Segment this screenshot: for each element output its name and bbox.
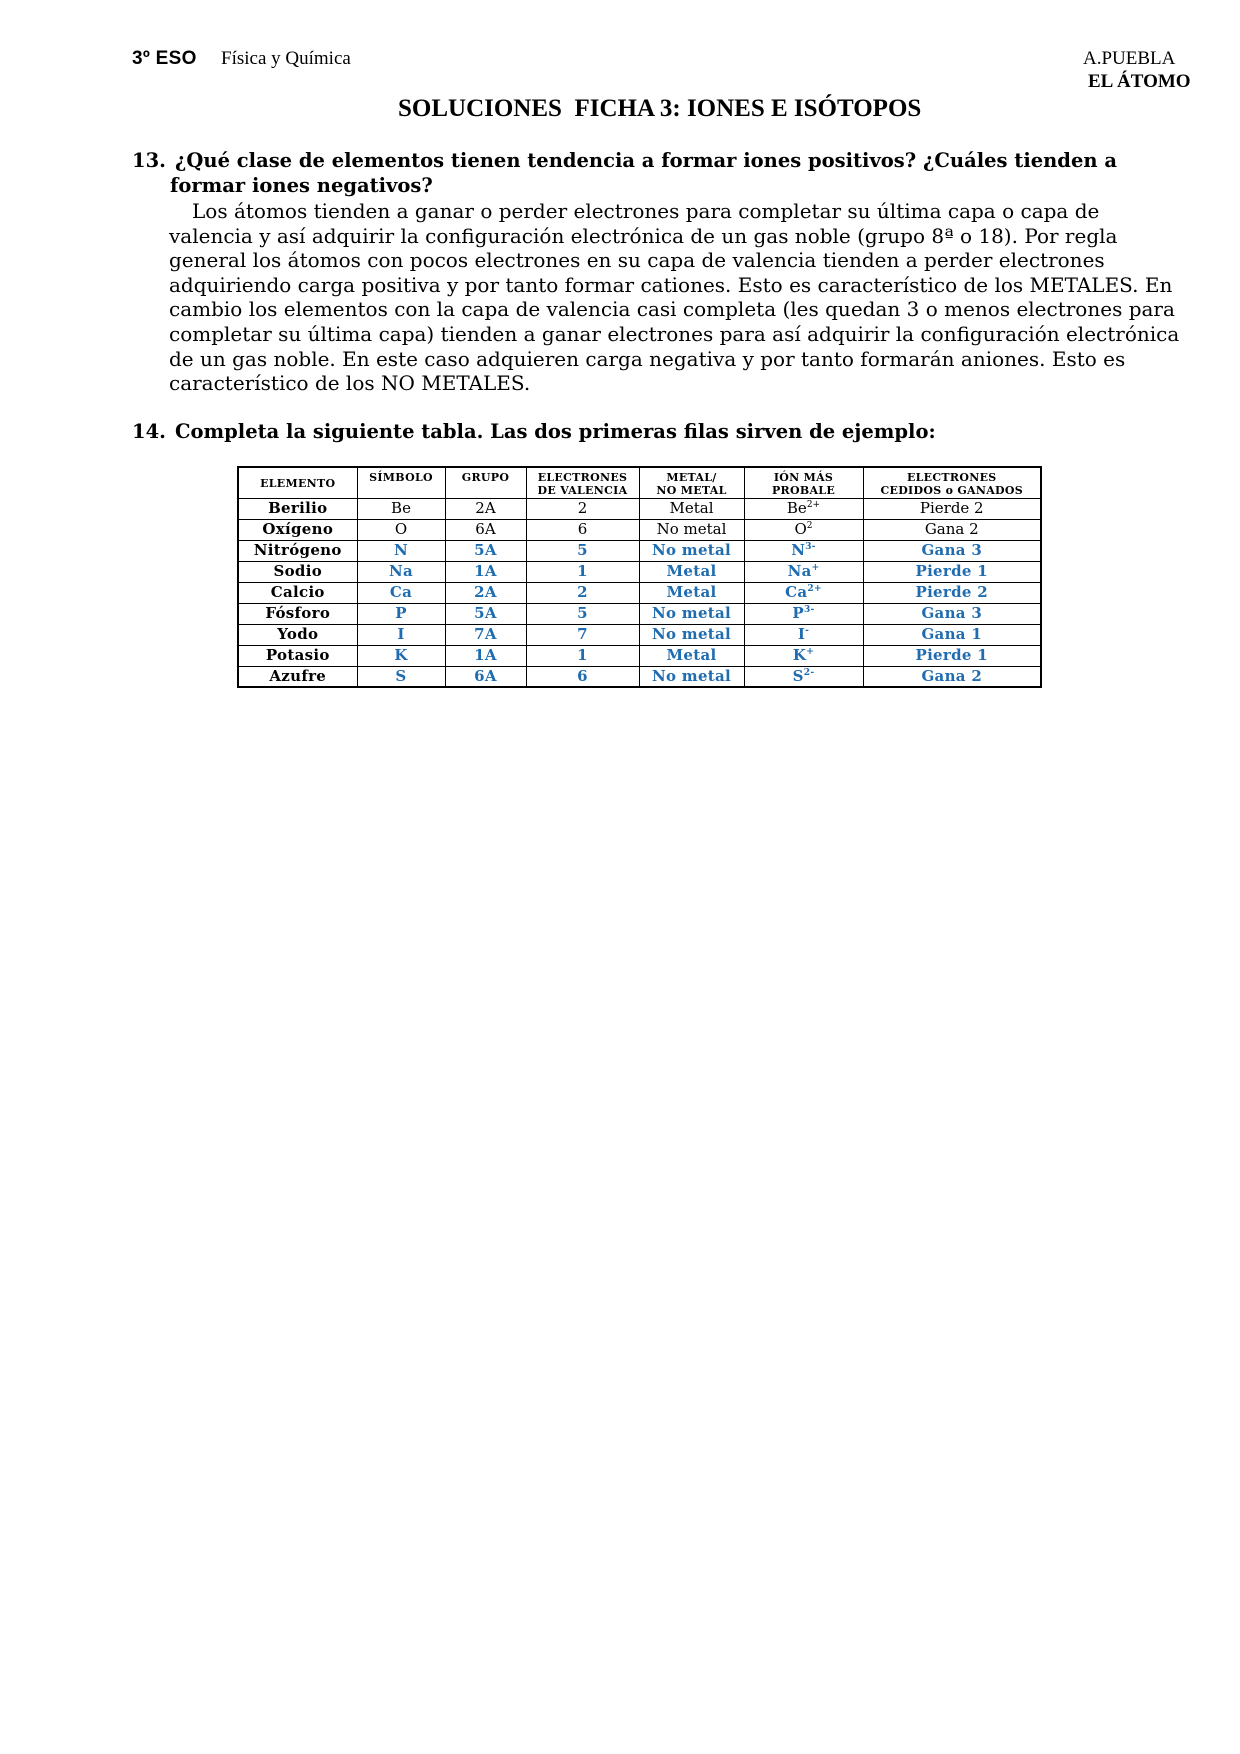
cell-metal-type: No metal [639, 540, 744, 561]
table-row [238, 540, 1041, 561]
table-row [238, 498, 1041, 519]
cell-ion [744, 624, 863, 645]
col-header-symbol [357, 467, 445, 498]
cell-valence-electrons: 5 [526, 540, 639, 561]
cell-metal-type: No metal [639, 519, 744, 540]
cell-element: Nitrógeno [238, 540, 357, 561]
cell-group: 6A [445, 519, 526, 540]
cell-group: 7A [445, 624, 526, 645]
cell-group: 5A [445, 540, 526, 561]
ion-charge: - [805, 626, 810, 636]
answer-line: valencia y así adquirir la configuración electrónica de un gas noble (grupo 8ª o 18). Por regla [169, 223, 1118, 248]
ion-symbol: P [792, 604, 804, 622]
cell-symbol: P [357, 603, 445, 624]
col-header-metal-type [639, 467, 744, 498]
answer-line: Los átomos tienden a ganar o perder electrones para completar su última capa o capa de [192, 199, 1100, 223]
cell-metal-type: No metal [639, 603, 744, 624]
author-label: A.PUEBLA [1083, 48, 1176, 69]
question-13-answer [169, 199, 1179, 396]
cell-element: Fósforo [238, 603, 357, 624]
col-header-ion [744, 467, 863, 498]
cell-valence-electrons: 1 [526, 645, 639, 666]
cell-metal-type: Metal [639, 645, 744, 666]
cell-electrons-exchanged: Pierde 2 [863, 582, 1041, 603]
cell-ion [744, 561, 863, 582]
cell-element: Yodo [238, 624, 357, 645]
ions-table [237, 466, 1042, 688]
ion-charge: 3- [803, 605, 815, 615]
ion-symbol: S [792, 666, 804, 685]
cell-symbol: N [357, 540, 445, 561]
cell-element: Calcio [238, 582, 357, 603]
ion-charge: 3- [805, 542, 816, 552]
ion-symbol: Ca [785, 583, 808, 601]
header-line: PROBALE [771, 484, 836, 497]
cell-symbol: K [357, 645, 445, 666]
cell-electrons-exchanged: Gana 3 [863, 540, 1041, 561]
cell-valence-electrons: 2 [526, 498, 639, 519]
ion-symbol: K [792, 646, 807, 664]
cell-symbol: Ca [357, 582, 445, 603]
header-line: METAL/ [666, 471, 717, 484]
header-line: NO METAL [656, 484, 727, 497]
table-row [238, 519, 1041, 540]
cell-symbol: I [357, 624, 445, 645]
answer-line: característico de los NO METALES. [169, 371, 531, 396]
cell-ion [744, 519, 863, 540]
answer-line: general los átomos con pocos electrones en su capa de valencia tienden a perder electrones [169, 248, 1105, 273]
ion-charge: 2 [806, 521, 813, 531]
header-line: CEDIDOS o GANADOS [880, 484, 1024, 497]
cell-group: 2A [445, 498, 526, 519]
table-row [238, 624, 1041, 645]
question-14-number: 14. [132, 420, 166, 443]
cell-electrons-exchanged: Pierde 1 [863, 561, 1041, 582]
cell-metal-type: Metal [639, 582, 744, 603]
cell-group: 1A [445, 645, 526, 666]
header-line: IÓN MÁS [773, 471, 834, 484]
header-line: ELECTRONES [906, 471, 997, 484]
cell-element: Berilio [238, 498, 357, 519]
cell-metal-type: No metal [639, 666, 744, 687]
ion-charge: + [811, 563, 820, 573]
col-header-group [445, 467, 526, 498]
cell-symbol: Be [357, 498, 445, 519]
cell-group: 5A [445, 603, 526, 624]
cell-valence-electrons: 1 [526, 561, 639, 582]
cell-electrons-exchanged: Gana 1 [863, 624, 1041, 645]
course-label: 3º ESO [132, 48, 197, 69]
cell-electrons-exchanged: Gana 2 [863, 519, 1041, 540]
question-13-number: 13. [132, 149, 166, 172]
cell-group: 6A [445, 666, 526, 687]
table-row [238, 561, 1041, 582]
cell-symbol: S [357, 666, 445, 687]
unit-label: EL ÁTOMO [1088, 71, 1191, 92]
table-row [238, 645, 1041, 666]
cell-metal-type: No metal [639, 624, 744, 645]
ion-charge: 2+ [806, 500, 821, 510]
header-line: SÍMBOLO [369, 471, 433, 484]
cell-valence-electrons: 6 [526, 666, 639, 687]
cell-element: Azufre [238, 666, 357, 687]
question-13-text-line: ¿Qué clase de elementos tienen tendencia a formar iones positivos? ¿Cuáles tienden a [175, 149, 1117, 172]
table-row [238, 603, 1041, 624]
header-line: GRUPO [461, 471, 510, 484]
cell-valence-electrons: 5 [526, 603, 639, 624]
ion-charge: 2- [803, 667, 815, 678]
ion-symbol: Be [786, 499, 807, 517]
header-line: DE VALENCIA [537, 484, 628, 497]
cell-ion [744, 603, 863, 624]
col-header-valence-electrons [526, 467, 639, 498]
cell-valence-electrons: 7 [526, 624, 639, 645]
cell-ion [744, 645, 863, 666]
question-14-text: Completa la siguiente tabla. Las dos primeras filas sirven de ejemplo: [175, 420, 936, 443]
ion-charge: + [806, 647, 815, 657]
cell-metal-type: Metal [639, 498, 744, 519]
answer-line: de un gas noble. En este caso adquieren carga negativa y por tanto formarán aniones. Esto es [169, 346, 1126, 371]
cell-valence-electrons: 6 [526, 519, 639, 540]
cell-group: 1A [445, 561, 526, 582]
cell-symbol: O [357, 519, 445, 540]
cell-metal-type: Metal [639, 561, 744, 582]
cell-valence-electrons: 2 [526, 582, 639, 603]
cell-symbol: Na [357, 561, 445, 582]
cell-element: Oxígeno [238, 519, 357, 540]
cell-ion [744, 540, 863, 561]
ion-symbol: I [797, 625, 806, 643]
ion-charge: 2+ [807, 584, 822, 594]
ion-symbol: Na [787, 562, 812, 580]
table-row [238, 582, 1041, 603]
cell-electrons-exchanged: Pierde 2 [863, 498, 1041, 519]
cell-electrons-exchanged: Pierde 1 [863, 645, 1041, 666]
col-header-electrons-exchanged [863, 467, 1041, 498]
col-header-element [238, 467, 357, 498]
table-header-row [238, 467, 1041, 498]
header-line: ELECTRONES [537, 471, 628, 484]
cell-electrons-exchanged: Gana 3 [863, 603, 1041, 624]
table-row [238, 666, 1041, 687]
ion-symbol: N [791, 541, 806, 559]
answer-line: adquiriendo carga positiva y por tanto formar cationes. Esto es característico de los METALES. En [169, 272, 1173, 297]
page-title: SOLUCIONES FICHA 3: IONES E ISÓTOPOS [398, 95, 922, 122]
header-line: ELEMENTO [260, 477, 336, 491]
subject-label: Física y Química [221, 48, 351, 69]
cell-ion [744, 666, 863, 687]
cell-element: Sodio [238, 561, 357, 582]
question-13-text-line: formar iones negativos? [170, 174, 433, 197]
cell-electrons-exchanged: Gana 2 [863, 666, 1041, 687]
answer-line: completar su última capa) tienden a ganar electrones para así adquirir la configuración electrónica [169, 321, 1180, 346]
cell-ion [744, 498, 863, 519]
cell-group: 2A [445, 582, 526, 603]
cell-ion [744, 582, 863, 603]
cell-element: Potasio [238, 645, 357, 666]
answer-line: cambio los elementos con la capa de valencia casi completa (les quedan 3 o menos electrones para [169, 297, 1175, 322]
ion-symbol: O [794, 520, 807, 538]
